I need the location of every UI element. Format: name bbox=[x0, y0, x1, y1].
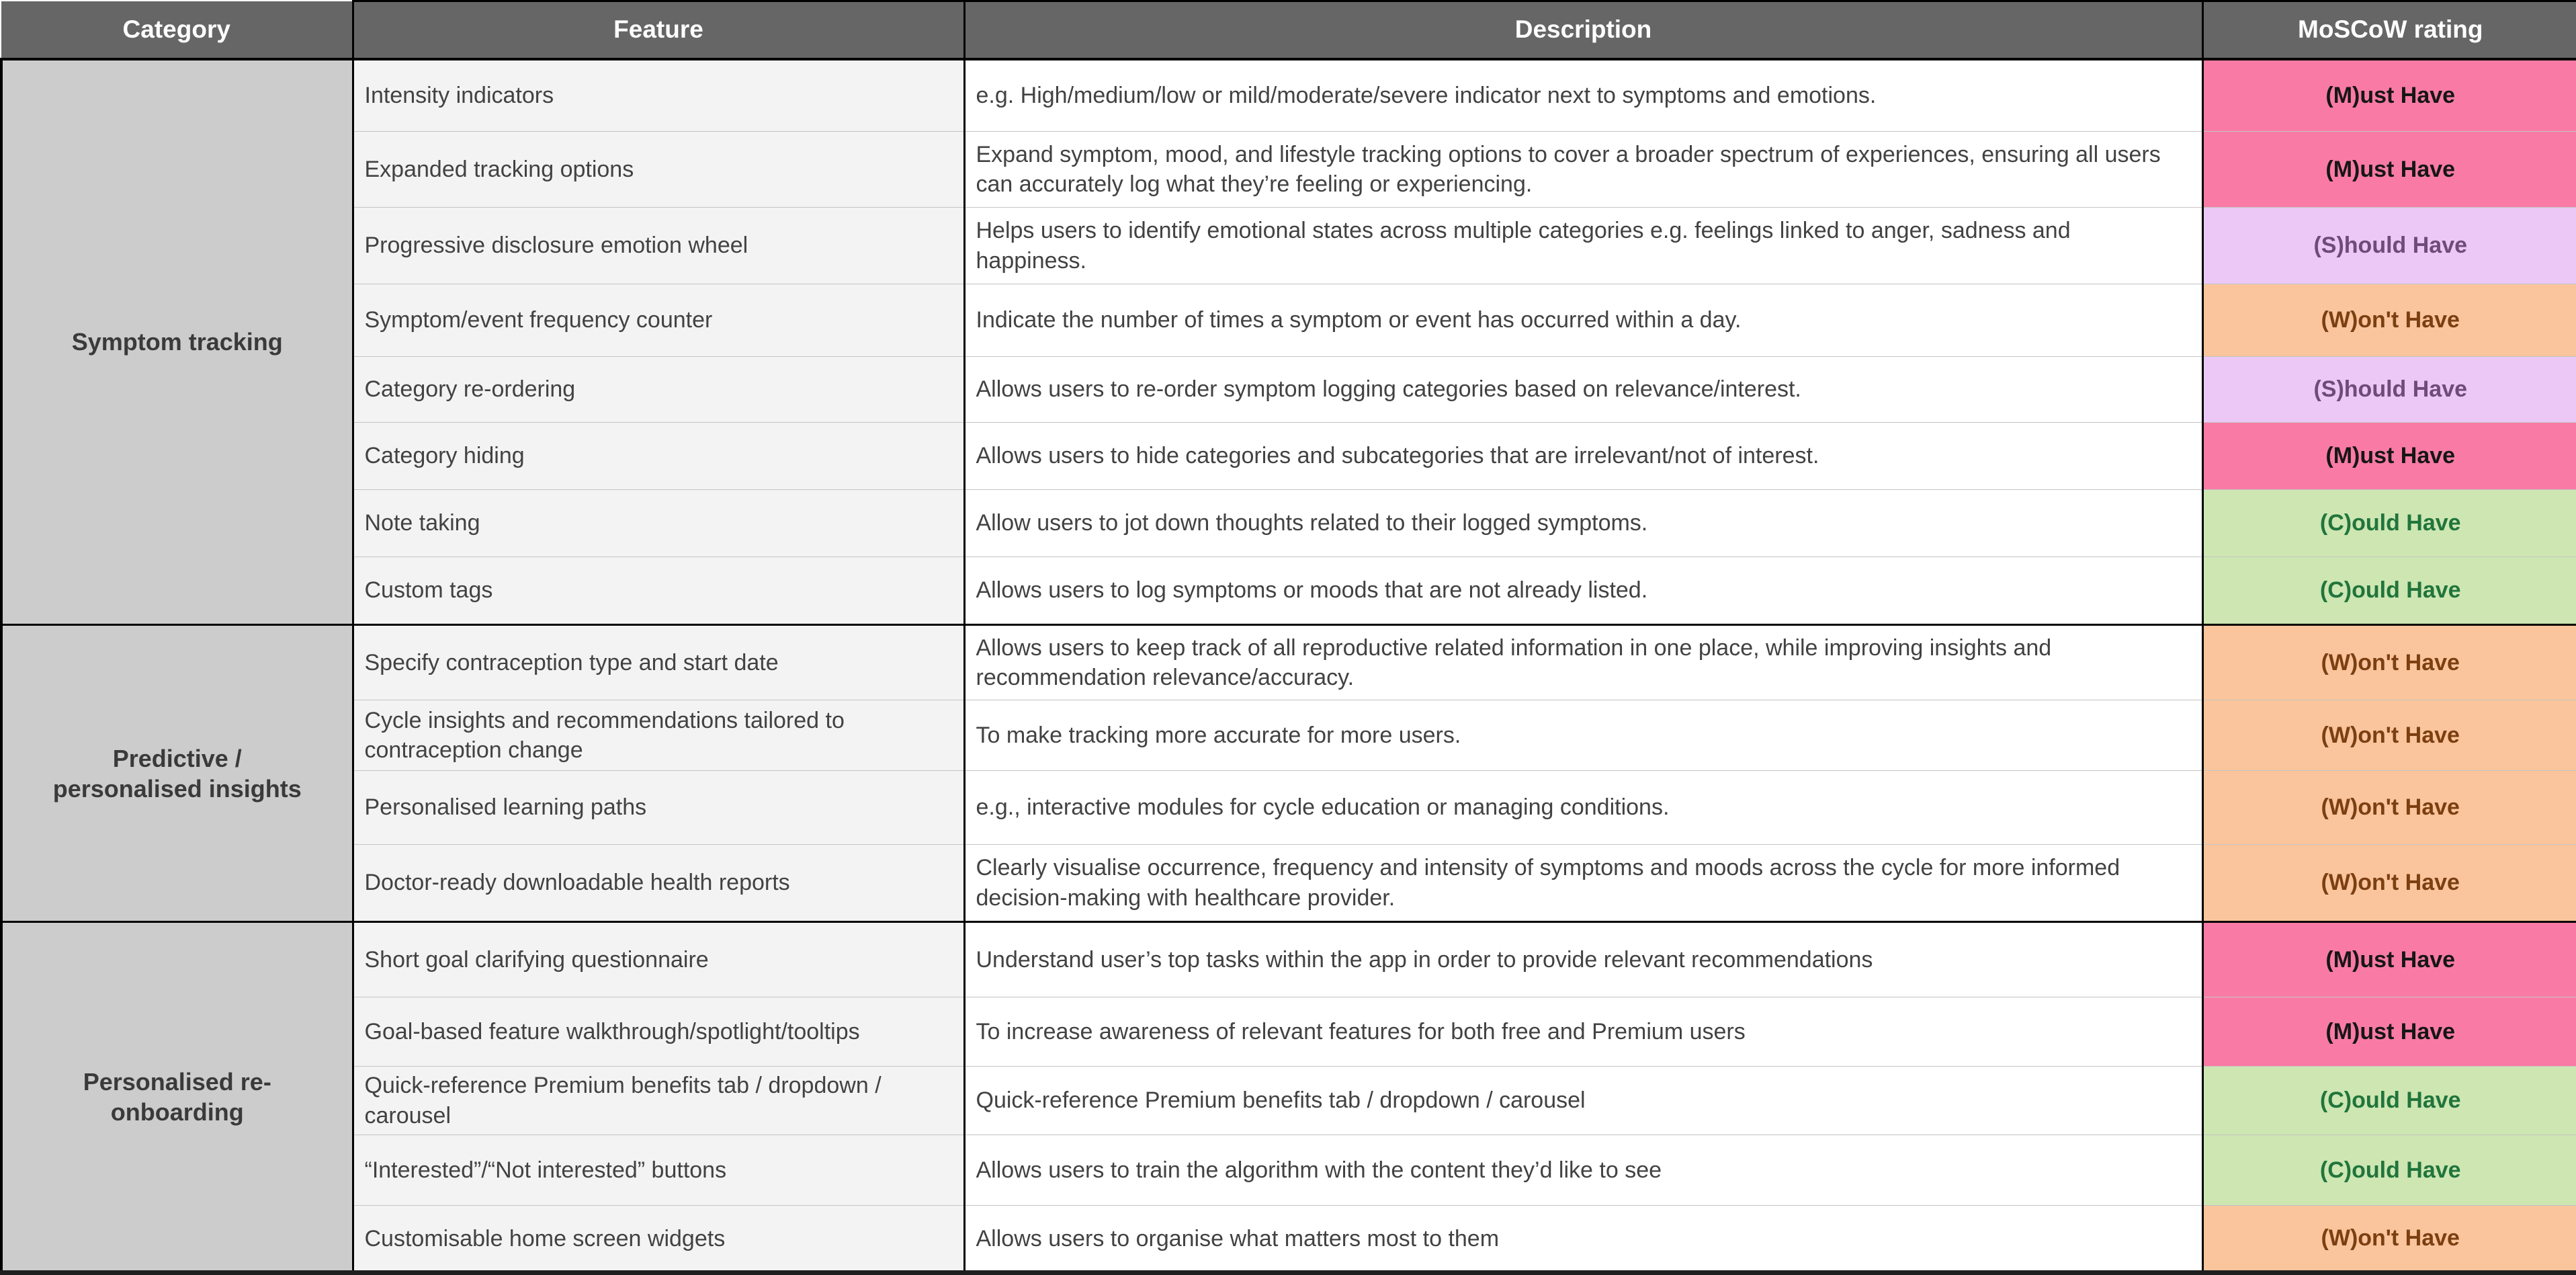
description-cell: Allows users to hide categories and subcategories that are irrelevant/not of interest. bbox=[964, 423, 2202, 490]
rating-cell: (M)ust Have bbox=[2202, 423, 2576, 490]
feature-cell: Expanded tracking options bbox=[353, 132, 964, 208]
rating-cell: (W)on't Have bbox=[2202, 625, 2576, 700]
feature-cell: Intensity indicators bbox=[353, 59, 964, 132]
feature-cell: Cycle insights and recommendations tailored to contraception change bbox=[353, 700, 964, 771]
feature-cell: Customisable home screen widgets bbox=[353, 1206, 964, 1272]
table-row bbox=[1, 845, 2576, 922]
description-cell: Understand user’s top tasks within the app in order to provide relevant recommendations bbox=[964, 922, 2202, 997]
column-header-moscow-rating: MoSCoW rating bbox=[2202, 1, 2576, 59]
description-cell: e.g., interactive modules for cycle education or managing conditions. bbox=[964, 771, 2202, 845]
rating-cell: (W)on't Have bbox=[2202, 284, 2576, 357]
rating-cell: (M)ust Have bbox=[2202, 59, 2576, 132]
table-row bbox=[1, 922, 2576, 997]
table-row bbox=[1, 490, 2576, 557]
feature-cell: Note taking bbox=[353, 490, 964, 557]
description-cell: Allows users to train the algorithm with the content they’d like to see bbox=[964, 1135, 2202, 1206]
table-row bbox=[1, 1135, 2576, 1206]
table-row bbox=[1, 423, 2576, 490]
column-header-feature: Feature bbox=[353, 1, 964, 59]
description-cell: Allows users to organise what matters most to them bbox=[964, 1206, 2202, 1272]
table-row bbox=[1, 771, 2576, 845]
description-cell: Indicate the number of times a symptom or event has occurred within a day. bbox=[964, 284, 2202, 357]
feature-cell: Short goal clarifying questionnaire bbox=[353, 922, 964, 997]
table-row bbox=[1, 1206, 2576, 1272]
feature-cell: Quick-reference Premium benefits tab / dropdown / carousel bbox=[353, 1067, 964, 1135]
category-cell: Personalised re-onboarding bbox=[1, 922, 353, 1272]
rating-cell: (W)on't Have bbox=[2202, 1206, 2576, 1272]
category-cell: Predictive / personalised insights bbox=[1, 625, 353, 922]
table-row bbox=[1, 700, 2576, 771]
feature-cell: “Interested”/“Not interested” buttons bbox=[353, 1135, 964, 1206]
table-row bbox=[1, 997, 2576, 1067]
rating-cell: (M)ust Have bbox=[2202, 922, 2576, 997]
table-row bbox=[1, 357, 2576, 423]
feature-cell: Specify contraception type and start date bbox=[353, 625, 964, 700]
rating-cell: (S)hould Have bbox=[2202, 357, 2576, 423]
partial-next-row-border bbox=[0, 1270, 2576, 1275]
column-header-description: Description bbox=[964, 1, 2202, 59]
description-cell: Allows users to log symptoms or moods that are not already listed. bbox=[964, 557, 2202, 625]
table-row bbox=[1, 132, 2576, 208]
feature-cell: Custom tags bbox=[353, 557, 964, 625]
feature-cell: Symptom/event frequency counter bbox=[353, 284, 964, 357]
rating-cell: (W)on't Have bbox=[2202, 700, 2576, 771]
feature-cell: Doctor-ready downloadable health reports bbox=[353, 845, 964, 922]
rating-cell: (C)ould Have bbox=[2202, 490, 2576, 557]
description-cell: Allows users to keep track of all reproductive related information in one place, while improving insights and recommendation relevance/accuracy. bbox=[964, 625, 2202, 700]
description-cell: e.g. High/medium/low or mild/moderate/severe indicator next to symptoms and emotions. bbox=[964, 59, 2202, 132]
table-row bbox=[1, 284, 2576, 357]
feature-cell: Category hiding bbox=[353, 423, 964, 490]
feature-cell: Goal-based feature walkthrough/spotlight/tooltips bbox=[353, 997, 964, 1067]
table-row bbox=[1, 1067, 2576, 1135]
description-cell: Helps users to identify emotional states across multiple categories e.g. feelings linked to anger, sadness and happiness. bbox=[964, 208, 2202, 284]
feature-cell: Category re-ordering bbox=[353, 357, 964, 423]
rating-cell: (C)ould Have bbox=[2202, 1135, 2576, 1206]
description-cell: Quick-reference Premium benefits tab / dropdown / carousel bbox=[964, 1067, 2202, 1135]
table-body bbox=[1, 59, 2576, 1272]
column-header-category: Category bbox=[1, 1, 353, 59]
rating-cell: (C)ould Have bbox=[2202, 557, 2576, 625]
table-row bbox=[1, 208, 2576, 284]
rating-cell: (M)ust Have bbox=[2202, 132, 2576, 208]
table-row bbox=[1, 59, 2576, 132]
rating-cell: (M)ust Have bbox=[2202, 997, 2576, 1067]
table-row bbox=[1, 557, 2576, 625]
description-cell: Allow users to jot down thoughts related to their logged symptoms. bbox=[964, 490, 2202, 557]
table-row bbox=[1, 625, 2576, 700]
description-cell: Expand symptom, mood, and lifestyle tracking options to cover a broader spectrum of experiences, ensuring all users can accurately log what they’re feeling or experiencing. bbox=[964, 132, 2202, 208]
description-cell: To make tracking more accurate for more users. bbox=[964, 700, 2202, 771]
rating-cell: (W)on't Have bbox=[2202, 845, 2576, 922]
category-cell: Symptom tracking bbox=[1, 59, 353, 625]
description-cell: Clearly visualise occurrence, frequency and intensity of symptoms and moods across the cycle for more informed decision-making with healthcare provider. bbox=[964, 845, 2202, 922]
description-cell: Allows users to re-order symptom logging categories based on relevance/interest. bbox=[964, 357, 2202, 423]
description-cell: To increase awareness of relevant features for both free and Premium users bbox=[964, 997, 2202, 1067]
header-row bbox=[1, 1, 2576, 59]
feature-cell: Personalised learning paths bbox=[353, 771, 964, 845]
feature-cell: Progressive disclosure emotion wheel bbox=[353, 208, 964, 284]
rating-cell: (S)hould Have bbox=[2202, 208, 2576, 284]
rating-cell: (C)ould Have bbox=[2202, 1067, 2576, 1135]
rating-cell: (W)on't Have bbox=[2202, 771, 2576, 845]
